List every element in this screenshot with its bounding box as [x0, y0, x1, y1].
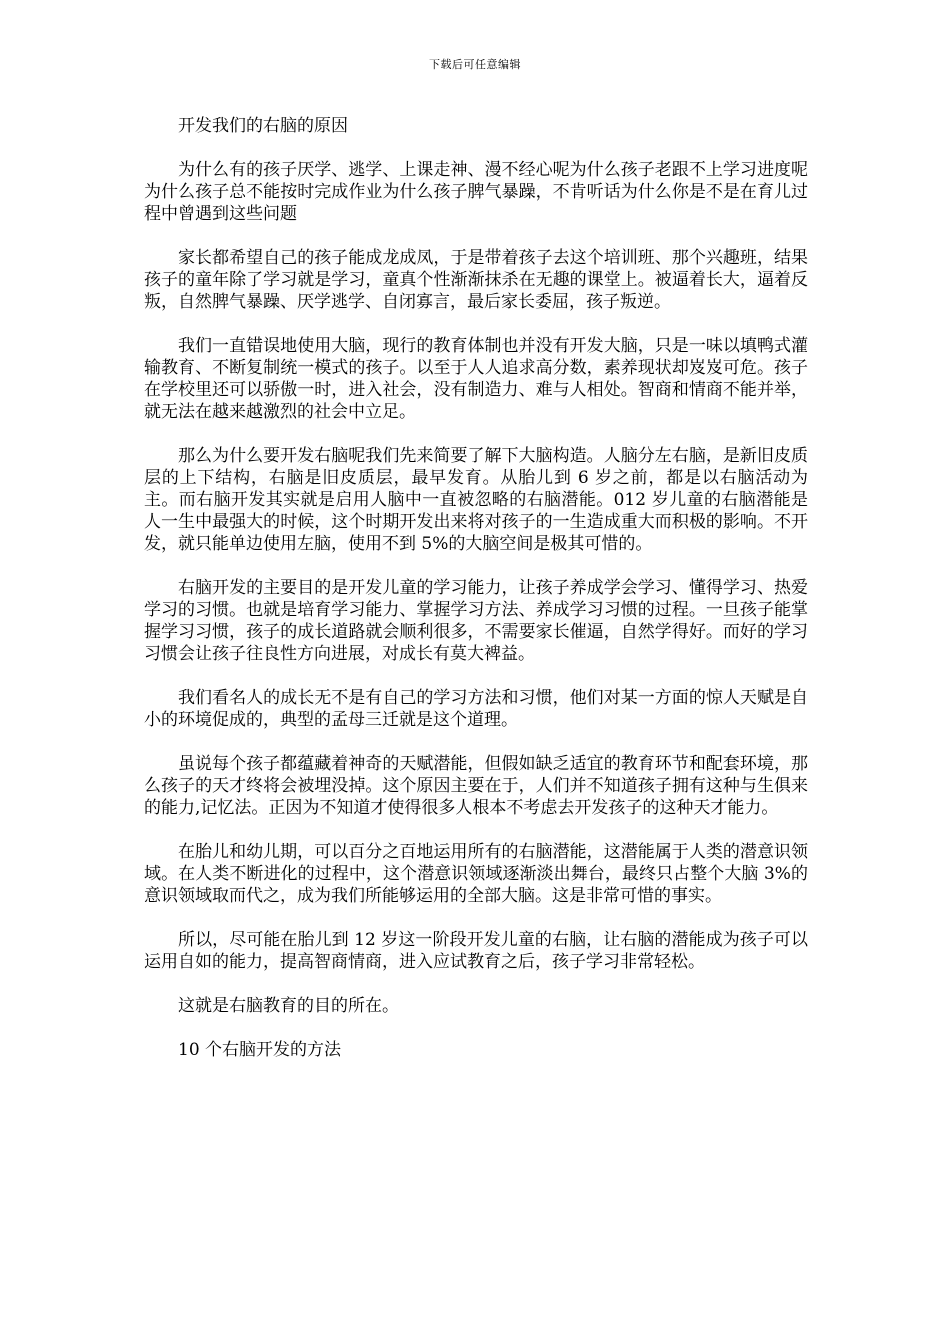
document-body [144, 115, 808, 1083]
paragraph-6: 我们看名人的成长无不是有自己的学习方法和习惯，他们对某一方面的惊人天赋是自小的环境促成的，典型的孟母三迁就是这个道理。 [144, 688, 808, 730]
section-heading: 10 个右脑开发的方法 [178, 1040, 342, 1060]
paragraph-2: 家长都希望自己的孩子能成龙成凤，于是带着孩子去这个培训班、那个兴趣班，结果孩子的童年除了学习就是学习，童真个性渐渐抹杀在无趣的课堂上。被逼着长大，逼着反叛，自然脾气暴躁、厌学逃学、自闭寡言，最后家长委屈，孩子叛逆。 [144, 248, 808, 312]
paragraph-9: 所以，尽可能在胎儿到 12 岁这一阶段开发儿童的右脑，让右脑的潜能成为孩子可以运用自如的能力，提高智商情商，进入应试教育之后，孩子学习非常轻松。 [144, 930, 808, 972]
paragraph-1: 为什么有的孩子厌学、逃学、上课走神、漫不经心呢为什么孩子老跟不上学习进度呢为什么孩子总不能按时完成作业为什么孩子脾气暴躁，不肯听话为什么你是不是在育儿过程中曾遇到这些问题 [144, 160, 808, 224]
paragraph-5: 右脑开发的主要目的是开发儿童的学习能力，让孩子养成学会学习、懂得学习、热爱学习的习惯。也就是培育学习能力、掌握学习方法、养成学习习惯的过程。一旦孩子能掌握学习习惯，孩子的成长道路就会顺利很多，不需要家长催逼，自然学得好。而好的学习习惯会让孩子往良性方向进展，对成长有莫大裨益。 [144, 578, 808, 664]
page-header: 下载后可任意编辑 [429, 58, 521, 71]
document-title: 开发我们的右脑的原因 [178, 116, 348, 136]
paragraph-7: 虽说每个孩子都蕴藏着神奇的天赋潜能，但假如缺乏适宜的教育环节和配套环境，那么孩子的天才终将会被埋没掉。这个原因主要在于，人们并不知道孩子拥有这种与生俱来的能力,记忆法。正因为不知道才使得很多人根本不考虑去开发孩子的这种天才能力。 [144, 754, 808, 818]
paragraph-4: 那么为什么要开发右脑呢我们先来简要了解下大脑构造。人脑分左右脑，是新旧皮质层的上下结构，右脑是旧皮质层，最早发育。从胎儿到 6 岁之前，都是以右脑活动为主。而右脑开发其实就是启用人脑中一直被忽略的右脑潜能。012 岁儿童的右脑潜能是人一生中最强大的时候，这个时期开发出来将对孩子的一生造成重大而积极的影响。不开发，就只能单边使用左脑，使用不到 5%的大脑空间是极其可惜的。 [144, 446, 808, 554]
paragraph-3: 我们一直错误地使用大脑，现行的教育体制也并没有开发大脑，只是一味以填鸭式灌输教育、不断复制统一模式的孩子。以至于人人追求高分数，素养现状却岌岌可危。孩子在学校里还可以骄傲一时，进入社会，没有制造力、难与人相处。智商和情商不能并举，就无法在越来越激烈的社会中立足。 [144, 336, 808, 422]
paragraph-8: 在胎儿和幼儿期，可以百分之百地运用所有的右脑潜能，这潜能属于人类的潜意识领域。在人类不断进化的过程中，这个潜意识领域逐渐淡出舞台，最终只占整个大脑 3%的意识领域取而代之，成为我们所能够运用的全部大脑。这是非常可惜的事实。 [144, 842, 808, 906]
paragraph-10: 这就是右脑教育的目的所在。 [178, 996, 399, 1016]
